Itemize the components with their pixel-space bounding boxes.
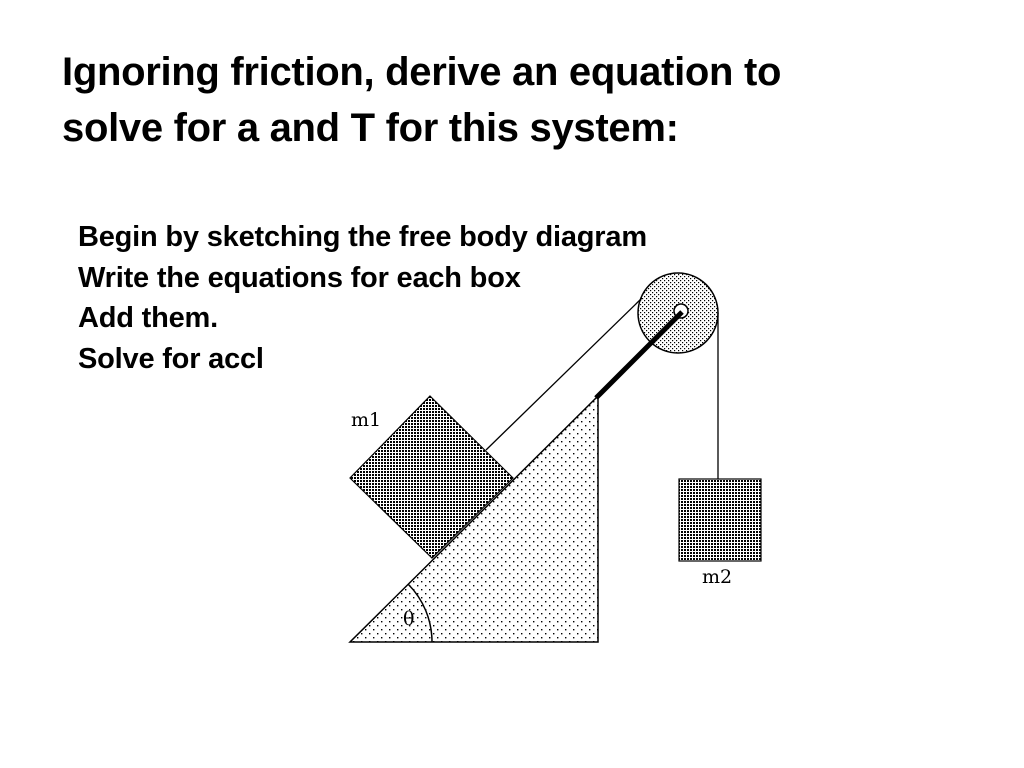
title-line-2: solve for a and T for this system: [62,106,679,150]
step-add-them: Add them. [78,302,218,334]
angle-label: θ [403,608,415,630]
step-sketch-fbd: Begin by sketching the free body diagram [78,221,647,253]
step-write-equations: Write the equations for each box [78,261,521,294]
mass-m2-label: m2 [702,566,733,588]
step-solve-accl: Solve for accl [78,342,264,375]
mass-m1-label: m1 [351,409,382,431]
pulley-support-arm [596,312,682,398]
title-line-1: Ignoring friction, derive an equation to [62,50,782,94]
mass-m2-block [679,479,761,561]
inclined-plane [350,396,598,642]
